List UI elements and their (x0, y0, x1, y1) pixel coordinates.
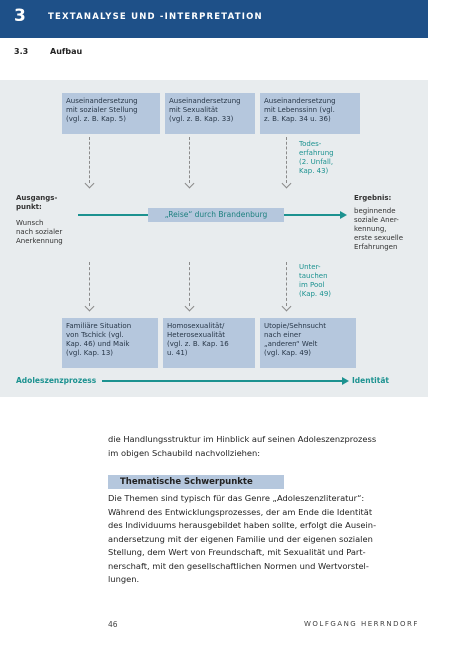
text-line: andersetzung mit der eigenen Familie und der eigenen sozialen (108, 533, 373, 544)
bottom-box-utopia (260, 318, 356, 368)
dashed-connector (189, 262, 190, 306)
start-point-text (16, 219, 63, 246)
chapter-number: 3 (14, 6, 26, 26)
label-line: kennung, (354, 225, 387, 233)
box-line: Homosexualität/ (167, 322, 225, 330)
box-line: nach einer (264, 331, 302, 339)
author-name: WOLFGANG HERRNDORF (304, 620, 419, 628)
note-line: erfahrung (299, 149, 334, 157)
label-line: soziale Aner- (354, 216, 399, 224)
box-line: (vgl. Kap. 13) (66, 349, 114, 357)
box-line: mit sozialer Stellung (66, 106, 138, 114)
process-arrow (102, 380, 342, 382)
box-line: (vgl. Kap. 49) (264, 349, 312, 357)
text-line: Stellung, dem Wert von Freundschaft, mit Sexualität und Part- (108, 547, 366, 557)
note-death-experience (299, 140, 334, 176)
label-line: Ausgangs- (16, 194, 58, 202)
text-line: im obigen Schaubild nachvollziehen: (108, 447, 261, 458)
box-line: (vgl. z. B. Kap. 16 (167, 340, 229, 348)
top-box-meaning (260, 93, 360, 134)
identity-label: Identität (352, 376, 389, 385)
label-line: Wunsch (16, 219, 44, 227)
label-line: Anerkennung (16, 237, 63, 245)
dashed-connector (286, 137, 287, 183)
box-line: (vgl. z. B. Kap. 5) (66, 115, 126, 123)
start-point-label (16, 194, 57, 212)
text-line: die Handlungsstruktur im Hinblick auf seinen Adoleszenzprozess (108, 434, 377, 444)
label-line: nach sozialer (16, 228, 63, 236)
arrow-head-icon (340, 211, 347, 219)
box-line: z. B. Kap. 34 u. 36) (264, 115, 331, 123)
note-line: Todes- (299, 140, 322, 148)
box-line: Auseinandersetzung (169, 97, 241, 105)
theme-paragraph (108, 492, 428, 587)
dashed-connector (286, 262, 287, 306)
result-label (354, 194, 391, 203)
text-line: lungen. (108, 574, 140, 584)
note-line: Unter- (299, 263, 321, 271)
label-line: Erfahrungen (354, 243, 398, 251)
intro-text (108, 433, 428, 460)
box-line: Heterosexualität (167, 331, 225, 339)
bottom-box-family (62, 318, 158, 368)
box-line: Auseinandersetzung (66, 97, 138, 105)
box-line: mit Lebenssinn (vgl. (264, 106, 335, 114)
top-box-social (62, 93, 160, 134)
theme-heading: Thematische Schwerpunkte (108, 475, 284, 489)
box-line: (vgl. z. B. Kap. 33) (169, 115, 234, 123)
bottom-box-sexuality (163, 318, 255, 368)
dashed-connector (189, 137, 190, 183)
note-line: tauchen (299, 272, 328, 280)
dashed-connector (89, 137, 90, 183)
chapter-title: TEXTANALYSE UND -INTERPRETATION (48, 12, 263, 22)
label-line: beginnende (354, 207, 396, 215)
result-text (354, 207, 403, 252)
note-diving (299, 263, 331, 299)
note-line: (Kap. 49) (299, 290, 332, 298)
section-title: Aufbau (50, 47, 83, 56)
box-line: mit Sexualität (169, 106, 218, 114)
page-number: 46 (108, 620, 118, 629)
box-line: „anderen“ Welt (264, 340, 318, 348)
label-line: erste sexuelle (354, 234, 404, 242)
box-line: von Tschick (vgl. (66, 331, 124, 339)
text-line: des Individuums herausgebildet haben sollte, erfolgt die Ausein- (108, 520, 377, 530)
text-line: nerschaft, mit den gesellschaftlichen Normen und Wertvorstel- (108, 560, 369, 571)
note-line: im Pool (299, 281, 325, 289)
section-number: 3.3 (14, 47, 29, 56)
label-line: punkt: (16, 203, 42, 211)
box-line: Kap. 46) und Maik (66, 340, 130, 348)
note-line: (2. Unfall, (299, 158, 334, 166)
arrow-head-icon (342, 377, 349, 385)
dashed-connector (89, 262, 90, 306)
note-line: Kap. 43) (299, 167, 329, 175)
box-line: Auseinandersetzung (264, 97, 336, 105)
process-label: Adoleszenzprozess (16, 376, 97, 385)
text-line: Die Themen sind typisch für das Genre „Adoleszenzliteratur“: (108, 493, 365, 503)
box-line: Utopie/Sehnsucht (264, 322, 326, 330)
label-line: Ergebnis: (354, 194, 392, 202)
top-box-sexuality (165, 93, 255, 134)
box-line: Familiäre Situation (66, 322, 132, 330)
box-line: u. 41) (167, 349, 188, 357)
text-line: Während des Entwicklungsprozesses, der am Ende die Identität (108, 506, 373, 517)
journey-label: „Reise“ durch Brandenburg (148, 208, 284, 222)
